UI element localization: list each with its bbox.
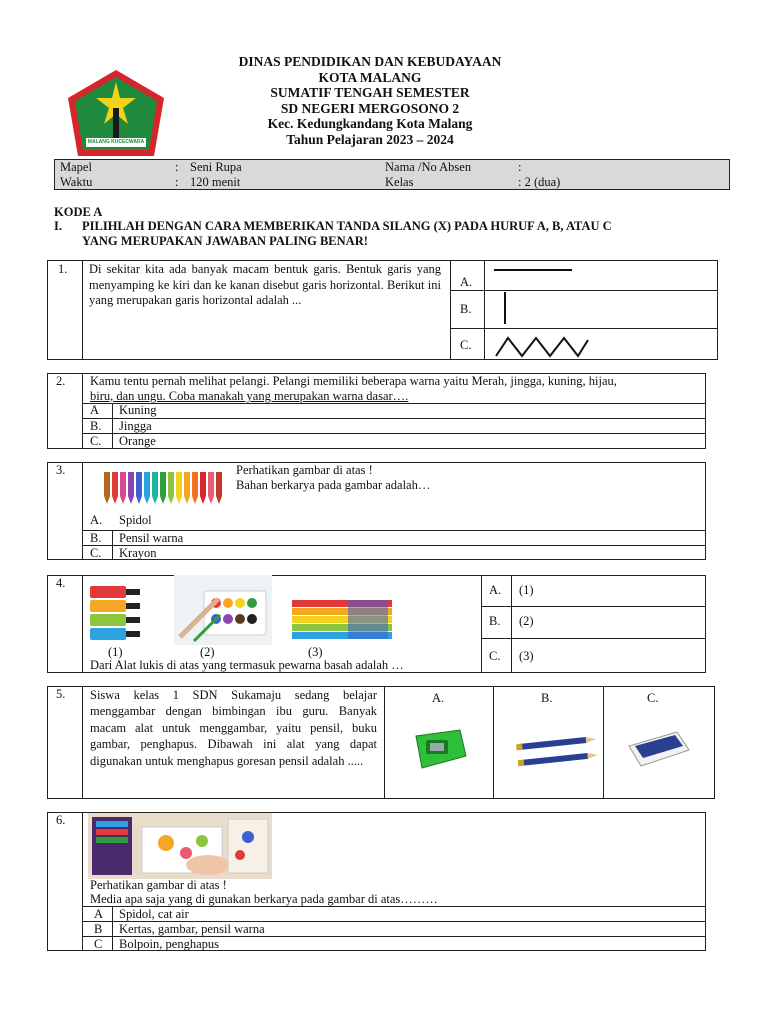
q1-option-c[interactable]: C.: [460, 338, 472, 352]
q5-option-a[interactable]: A.: [432, 691, 445, 705]
q4-option-a-letter[interactable]: A.: [489, 583, 502, 597]
q2-option-a-text[interactable]: Kuning: [119, 403, 157, 417]
q3-option-a-text[interactable]: Spidol: [119, 513, 152, 527]
q3-text-2: Bahan berkarya pada gambar adalah…: [236, 478, 431, 492]
q1-number: 1.: [58, 262, 68, 276]
header-line-2: KOTA MALANG: [318, 69, 422, 85]
q5-number: 5.: [56, 687, 66, 701]
q6-option-c-text[interactable]: Bolpoin, penghapus: [119, 937, 219, 951]
markers-image: [88, 580, 152, 644]
watercolor-image: [174, 575, 272, 645]
q6-option-a-text[interactable]: Spidol, cat air: [119, 907, 189, 921]
sharpener-image: [410, 726, 468, 774]
header-line-4: SD NEGERI MERGOSONO 2: [280, 100, 460, 116]
q5-option-b[interactable]: B.: [541, 691, 553, 705]
q4-label-2: (2): [200, 645, 215, 659]
q3-option-c-letter[interactable]: C.: [90, 546, 102, 560]
q6-option-b-text[interactable]: Kertas, gambar, pensil warna: [119, 922, 265, 936]
q6-text-2: Media apa saja yang di gunakan berkarya pada gambar di atas………: [90, 892, 438, 906]
nama-sep: :: [518, 160, 522, 174]
q3-option-a-letter[interactable]: A.: [90, 513, 103, 527]
mapel-sep: :: [175, 160, 179, 174]
q2-option-b-letter[interactable]: B.: [90, 419, 102, 433]
logo-text: MALANG KUCECWARA: [87, 139, 145, 145]
mapel-label: Mapel: [60, 160, 92, 174]
q4-option-c-letter[interactable]: C.: [489, 649, 501, 663]
instruction-line-2: YANG MERUPAKAN JAWABAN PALING BENAR!: [82, 234, 368, 248]
q3-option-b-text[interactable]: Pensil warna: [119, 531, 184, 545]
drawing-activity-image: [88, 813, 272, 879]
zigzag-line-figure: [494, 332, 590, 358]
q3-option-b-letter[interactable]: B.: [90, 531, 102, 545]
q3-text-1: Perhatikan gambar di atas !: [236, 463, 373, 477]
q2-option-b-text[interactable]: Jingga: [119, 419, 152, 433]
q2-text-1: Kamu tentu pernah melihat pelangi. Pelangi memiliki beberapa warna yaitu Merah, jingga, kuning, hijau,: [90, 374, 617, 388]
nama-label: Nama /No Absen: [385, 160, 472, 174]
kelas-value: : 2 (dua): [518, 175, 561, 189]
instruction-line-1: PILIHLAH DENGAN CARA MEMBERIKAN TANDA SILANG (X) PADA HURUF A, B, ATAU C: [82, 219, 612, 233]
q2-text-2: biru, dan ungu. Coba manakah yang merupakan warna dasar….: [90, 389, 409, 403]
q4-option-b-letter[interactable]: B.: [489, 614, 501, 628]
q6-number: 6.: [56, 813, 66, 827]
q4-label-1: (1): [108, 645, 123, 659]
q1-option-a[interactable]: A.: [460, 275, 473, 289]
header-line-1: DINAS PENDIDIKAN DAN KEBUDAYAAN: [238, 54, 502, 69]
kode-label: KODE A: [54, 205, 103, 219]
school-logo: [66, 68, 166, 158]
q4-option-a-text[interactable]: (1): [519, 583, 534, 597]
eraser-image: [625, 728, 693, 770]
kelas-label: Kelas: [385, 175, 414, 189]
q3-option-c-text[interactable]: Krayon: [119, 546, 157, 560]
waktu-value: 120 menit: [190, 175, 241, 189]
q2-option-c-letter[interactable]: C.: [90, 434, 102, 448]
q2-option-c-text[interactable]: Orange: [119, 434, 156, 448]
waktu-label: Waktu: [60, 175, 93, 189]
waktu-sep: :: [175, 175, 179, 189]
q5-option-c[interactable]: C.: [647, 691, 659, 705]
q5-text: Siswa kelas 1 SDN Sukamaju sedang belajar menggambar dengan bimbingan ibu guru. Banyak macam alat untuk menggambar, yaitu pensil, buku gambar, penghapus. Dibawah ini alat yang dapat digunakan untuk menghapus goresan pensil adalah .....: [90, 688, 377, 768]
horizontal-line-figure: [494, 266, 574, 274]
q6-option-b-letter[interactable]: B: [94, 922, 103, 936]
q6-option-a-letter[interactable]: A: [94, 907, 104, 921]
q6-text-1: Perhatikan gambar di atas !: [90, 878, 227, 892]
pencils-image: [515, 734, 601, 768]
q2-option-a-letter[interactable]: A: [90, 403, 100, 417]
q4-option-c-text[interactable]: (3): [519, 649, 534, 663]
q3-number: 3.: [56, 463, 66, 477]
q4-option-b-text[interactable]: (2): [519, 614, 534, 628]
vertical-line-figure: [500, 292, 510, 326]
crayons-image: [288, 596, 398, 646]
q4-label-3: (3): [308, 645, 323, 659]
header-line-6: Tahun Pelajaran 2023 – 2024: [286, 131, 454, 147]
header-line-3: SUMATIF TENGAH SEMESTER: [270, 85, 470, 101]
colored-pencils-image: [100, 464, 226, 506]
mapel-value: Seni Rupa: [190, 160, 242, 174]
q1-option-b[interactable]: B.: [460, 302, 472, 316]
letterhead: [190, 54, 550, 148]
instruction-num: I.: [54, 219, 62, 233]
q1-text: Di sekitar kita ada banyak macam bentuk garis. Bentuk garis yang menyamping ke kiri dan ke kanan disebut garis horizontal. Berikut ini yang merupakan garis horizontal adalah ...: [89, 262, 441, 308]
q6-option-c-letter[interactable]: C: [94, 937, 103, 951]
q2-number: 2.: [56, 374, 66, 388]
q4-text: Dari Alat lukis di atas yang termasuk pewarna basah adalah …: [90, 658, 404, 672]
header-line-5: Kec. Kedungkandang Kota Malang: [267, 116, 473, 132]
q4-number: 4.: [56, 576, 66, 590]
